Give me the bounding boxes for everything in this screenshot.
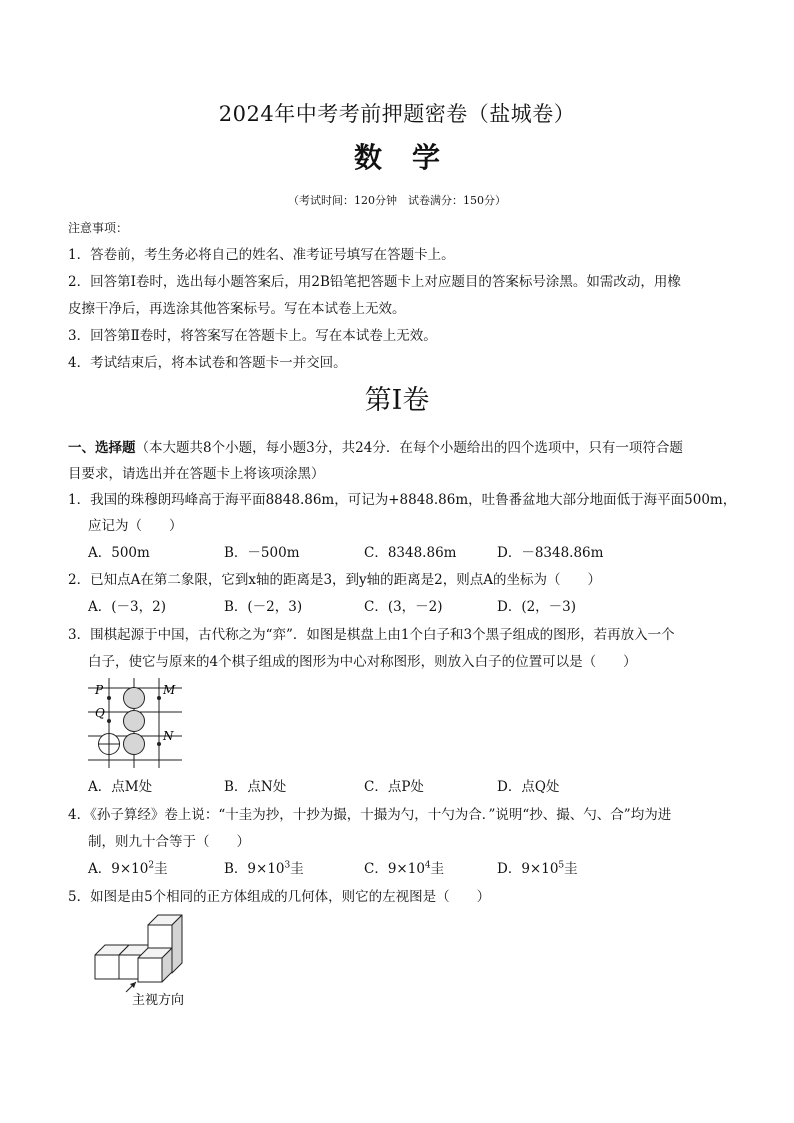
point-m-dot (157, 696, 161, 700)
q4-option-b (224, 857, 304, 877)
q2-option-c: C．(3，－2) (364, 599, 443, 615)
notice-item-1: 1．答卷前，考生务必将自己的姓名、准考证号填写在答题卡上。 (68, 247, 455, 263)
section-heading (68, 436, 683, 456)
q4-a-base: A．9×10 (88, 861, 149, 877)
view-direction-label: 主视方向 (132, 993, 185, 1008)
q4-option-c (364, 857, 444, 877)
q4-d-base: D．9×10 (497, 861, 559, 877)
q3-stem-cont: 白子，使它与原来的4个棋子组成的图形为中心对称图形，则放入白子的位置可以是（ ） (88, 654, 637, 670)
black-stone-3 (124, 734, 145, 755)
q3-option-b: B．点N处 (224, 779, 287, 795)
q4-c-exp: 4 (424, 860, 431, 871)
volume-title: 第Ⅰ卷 (364, 385, 430, 416)
section-desc: （本大题共8个小题，每小题3分，共24分．在每个小题给出的四个选项中，只有一项符合题 (135, 440, 683, 456)
q4-option-d (497, 857, 578, 877)
q1-option-a: A．500m (88, 545, 150, 561)
q2-option-b: B．(－2，3) (224, 599, 303, 615)
q4-option-a (88, 857, 168, 877)
cube-front-1 (95, 955, 119, 979)
cube-stack-side (172, 915, 182, 973)
cube-solid-figure (90, 910, 200, 1010)
notice-item-2-cont: 皮擦干净后，再选涂其他答案标号。写在本试卷上无效。 (68, 301, 406, 317)
q3-option-a: A．点M处 (88, 779, 153, 795)
q4-stem-cont: 制，则九十合等于（ ） (88, 834, 250, 850)
cube-front-right (138, 958, 162, 982)
cube-stack-upper-front (148, 925, 172, 949)
q3-option-c: C．点P处 (364, 779, 424, 795)
q2-option-a: A．(－3，2) (88, 599, 166, 615)
q2-option-d: D．(2，－3) (497, 599, 577, 615)
q4-a-unit: 圭 (154, 861, 168, 877)
q1-option-b: B．－500m (224, 545, 300, 561)
q5-stem: 5．如图是由5个相同的正方体组成的几何体，则它的左视图是（ ） (68, 889, 491, 905)
subject-title: 数学 (353, 141, 470, 174)
q1-option-d: D．－8348.86m (497, 545, 604, 561)
notice-item-3: 3．回答第Ⅱ卷时，将答案写在答题卡上。写在本试卷上无效。 (68, 328, 437, 344)
q4-c-unit: 圭 (430, 861, 445, 877)
label-m: M (163, 683, 176, 697)
notice-heading: 注意事项： (68, 221, 129, 235)
label-q: Q (95, 706, 105, 720)
q1-stem-cont: 应记为（ ） (88, 518, 183, 534)
q1-stem: 1．我国的珠穆朗玛峰高于海平面8848.86m，可记为+8848.86m，吐鲁番盆地大部分地面低于海平面500m， (68, 492, 737, 508)
q4-c-base: C．9×10 (364, 861, 425, 877)
section-label: 一、选择题 (68, 440, 136, 456)
page-title: 2024年中考考前押题密卷（盐城卷） (218, 102, 576, 126)
section-desc-cont: 目要求，请选出并在答题卡上将该项涂黑） (68, 466, 325, 482)
q2-stem: 2．已知点A在第二象限，它到x轴的距离是3，到y轴的距离是2，则点A的坐标为（ ） (68, 572, 602, 588)
point-n-dot (157, 742, 161, 746)
q3-option-d: D．点Q处 (497, 779, 560, 795)
point-q-dot (107, 719, 111, 723)
q3-stem: 3．围棋起源于中国，古代称之为“弈”．如图是棋盘上由1个白子和3个黑子组成的图形，若再放入一个 (68, 627, 675, 643)
q4-d-unit: 圭 (564, 861, 578, 877)
label-n: N (163, 729, 174, 743)
q4-b-unit: 圭 (290, 861, 304, 877)
q4-b-base: B．9×10 (224, 861, 285, 877)
q4-d-exp: 5 (558, 860, 565, 871)
q4-a-exp: 2 (148, 860, 155, 871)
exam-info: （考试时间：120分钟 试卷满分：150分） (288, 194, 506, 207)
notice-item-4: 4．考试结束后，将本试卷和答题卡一并交回。 (68, 355, 347, 371)
point-p-dot (107, 696, 111, 700)
black-stone-1 (124, 688, 145, 709)
q4-stem: 4．《孙子算经》卷上说：“十圭为抄，十抄为撮，十撮为勺，十勺为合．”说明“抄、撮、勺、合”均为进 (68, 807, 672, 823)
q4-b-exp: 3 (284, 860, 291, 871)
black-stone-2 (124, 711, 145, 732)
go-board-figure (86, 676, 186, 768)
notice-item-2: 2．回答第Ⅰ卷时，选出每小题答案后，用2B铅笔把答题卡上对应题目的答案标号涂黑。如需改动，用橡 (68, 274, 681, 290)
q1-option-c: C．8348.86m (364, 545, 457, 561)
label-p: P (95, 683, 104, 697)
